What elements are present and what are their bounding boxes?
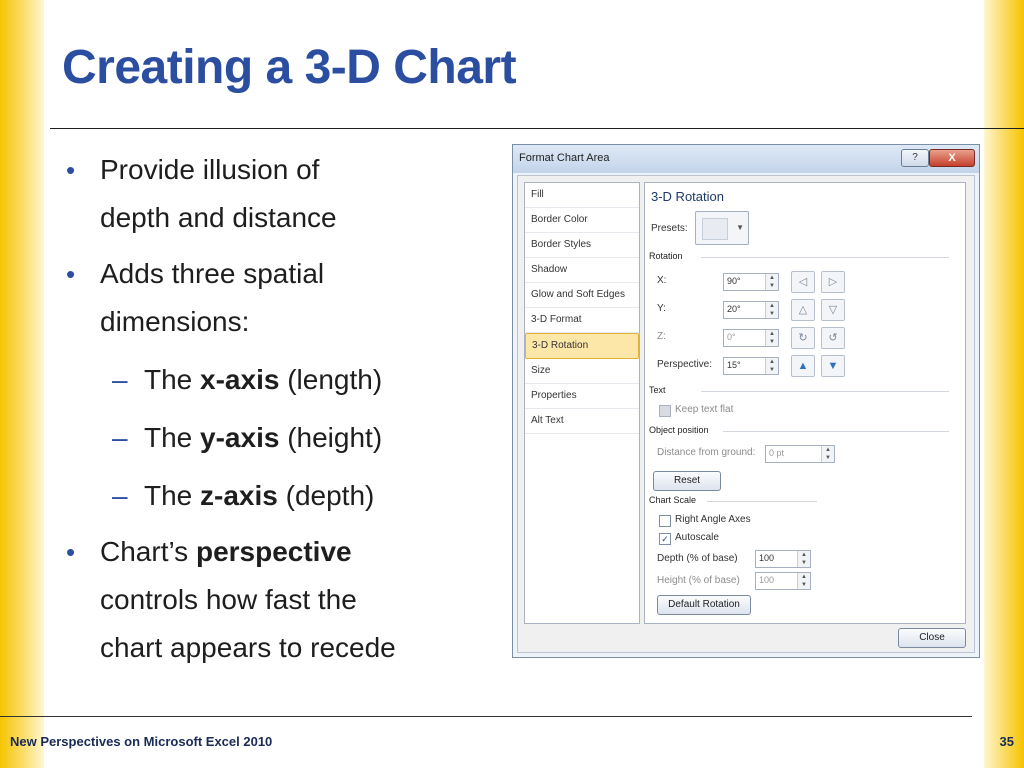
bullet-bold: perspective: [195, 536, 352, 567]
spin-arrows-icon[interactable]: ▲ ▼: [765, 330, 778, 346]
preset-swatch-icon: [702, 218, 728, 240]
bullet-dot-icon: •: [66, 155, 76, 185]
bullet-dimensions: [62, 250, 502, 346]
rotate-down-icon[interactable]: ▽: [821, 299, 845, 321]
section-chart-scale: [649, 495, 696, 507]
rotate-counterclockwise-icon[interactable]: ↺: [821, 327, 845, 349]
panel-heading: 3-D Rotation: [651, 189, 724, 204]
y-label: Y:: [657, 303, 666, 314]
rotate-right-icon[interactable]: ▷: [821, 271, 845, 293]
left-decor-bar: [0, 0, 44, 768]
nav-item-border-styles[interactable]: Border Styles: [525, 233, 639, 258]
z-value: 0°: [727, 332, 736, 342]
sub-bullet-y-axis: [62, 414, 502, 462]
rotate-up-icon[interactable]: △: [791, 299, 815, 321]
bullet-text: Adds three spatial: [100, 258, 325, 289]
footer-text: New Perspectives on Microsoft Excel 2010: [10, 734, 273, 749]
z-rotation-spinner[interactable]: [723, 329, 779, 347]
section-label: Text: [649, 385, 666, 395]
perspective-value: 15°: [727, 360, 741, 370]
reset-button[interactable]: Reset: [653, 471, 721, 491]
sub-bullet-x-axis: [62, 356, 502, 404]
sub-bold: x-axis: [200, 364, 280, 395]
bullet-text: dimensions:: [100, 306, 250, 337]
dialog-titlebar[interactable]: [513, 145, 979, 173]
bullet-illusion: [62, 146, 502, 242]
spin-arrows-icon[interactable]: ▲ ▼: [797, 551, 810, 567]
sub-bold: y-axis: [200, 422, 280, 453]
right-decor-bar: [984, 0, 1024, 768]
section-label: Object position: [649, 425, 709, 435]
depth-label: Depth (% of base): [657, 553, 738, 564]
perspective-label: Perspective:: [657, 359, 713, 370]
spin-arrows-icon[interactable]: ▲ ▼: [765, 274, 778, 290]
rotate-left-icon[interactable]: ◁: [791, 271, 815, 293]
section-label: Rotation: [649, 251, 683, 261]
bullet-text: Chart’s: [100, 536, 196, 567]
close-x-button[interactable]: X: [929, 149, 975, 167]
rotation-panel: [644, 182, 966, 624]
sub-bullet-z-axis: [62, 472, 502, 520]
keep-text-flat-label: Keep text flat: [675, 404, 734, 415]
height-value: 100: [759, 575, 775, 585]
help-button[interactable]: ?: [901, 149, 929, 167]
right-angle-axes-label: Right Angle Axes: [675, 514, 751, 525]
y-rotation-spinner[interactable]: [723, 301, 779, 319]
presets-label: Presets:: [651, 223, 688, 234]
z-label: Z:: [657, 331, 666, 342]
footer-divider: [0, 716, 972, 717]
nav-item-fill[interactable]: Fill: [525, 183, 639, 208]
nav-item-border-color[interactable]: Border Color: [525, 208, 639, 233]
sub-text: The: [144, 364, 201, 395]
sub-text: The: [144, 422, 201, 453]
x-label: X:: [657, 275, 667, 286]
bullet-dot-icon: •: [66, 259, 76, 289]
bullet-text: chart appears to recede: [100, 632, 396, 663]
dash-icon: –: [112, 364, 128, 395]
nav-item-3d-format[interactable]: 3-D Format: [525, 308, 639, 333]
title-divider: [50, 128, 1024, 129]
distance-value: 0 pt: [769, 448, 785, 458]
height-label: Height (% of base): [657, 575, 740, 586]
dialog-body: [517, 175, 975, 653]
nav-item-glow-soft-edges[interactable]: Glow and Soft Edges: [525, 283, 639, 308]
bullet-text: Provide illusion of: [100, 154, 320, 185]
nav-item-alt-text[interactable]: Alt Text: [525, 409, 639, 434]
autoscale-checkbox[interactable]: ✓: [659, 533, 671, 545]
narrow-field-of-view-icon[interactable]: ▲: [791, 355, 815, 377]
sub-text: (height): [279, 422, 383, 453]
widen-field-of-view-icon[interactable]: ▼: [821, 355, 845, 377]
y-value: 20°: [727, 304, 741, 314]
page-number: 35: [999, 734, 1014, 749]
sub-text: The: [144, 480, 201, 511]
right-angle-axes-checkbox[interactable]: [659, 515, 671, 527]
dash-icon: –: [112, 480, 128, 511]
spin-arrows-icon[interactable]: ▲ ▼: [821, 446, 834, 462]
keep-text-flat-checkbox[interactable]: [659, 405, 671, 417]
category-nav: [524, 182, 640, 624]
section-rotation: [649, 251, 683, 263]
section-object-position: [649, 425, 709, 437]
nav-item-shadow[interactable]: Shadow: [525, 258, 639, 283]
dash-icon: –: [112, 422, 128, 453]
nav-item-size[interactable]: Size: [525, 359, 639, 384]
bullet-text: depth and distance: [100, 202, 337, 233]
autoscale-label: Autoscale: [675, 532, 719, 543]
depth-spinner[interactable]: [755, 550, 811, 568]
format-chart-area-dialog: [512, 144, 980, 658]
dialog-title: Format Chart Area: [519, 152, 610, 164]
section-text: [649, 385, 666, 397]
sub-bold: z-axis: [200, 480, 278, 511]
sub-text: (depth): [277, 480, 375, 511]
spin-arrows-icon[interactable]: ▲ ▼: [765, 302, 778, 318]
nav-item-3d-rotation[interactable]: 3-D Rotation: [525, 333, 639, 359]
sub-text: (length): [279, 364, 383, 395]
nav-item-properties[interactable]: Properties: [525, 384, 639, 409]
distance-label: Distance from ground:: [657, 447, 756, 458]
default-rotation-button[interactable]: Default Rotation: [657, 595, 751, 615]
section-label: Chart Scale: [649, 495, 697, 505]
x-value: 90°: [727, 276, 741, 286]
x-rotation-spinner[interactable]: [723, 273, 779, 291]
depth-value: 100: [759, 553, 775, 563]
chevron-down-icon: ▼: [736, 223, 744, 232]
spin-arrows-icon[interactable]: ▲ ▼: [765, 358, 778, 374]
rotate-clockwise-icon[interactable]: ↻: [791, 327, 815, 349]
height-spinner[interactable]: [755, 572, 811, 590]
presets-dropdown[interactable]: [695, 211, 749, 245]
spin-arrows-icon[interactable]: ▲ ▼: [797, 573, 810, 589]
bullet-dot-icon: •: [66, 537, 76, 567]
bullet-perspective: [62, 528, 502, 672]
distance-spinner[interactable]: [765, 445, 835, 463]
bullet-list: [62, 146, 502, 672]
bullet-text: controls how fast the: [100, 584, 357, 615]
perspective-spinner[interactable]: [723, 357, 779, 375]
slide-title: Creating a 3-D Chart: [62, 41, 517, 94]
close-button[interactable]: Close: [898, 628, 966, 648]
